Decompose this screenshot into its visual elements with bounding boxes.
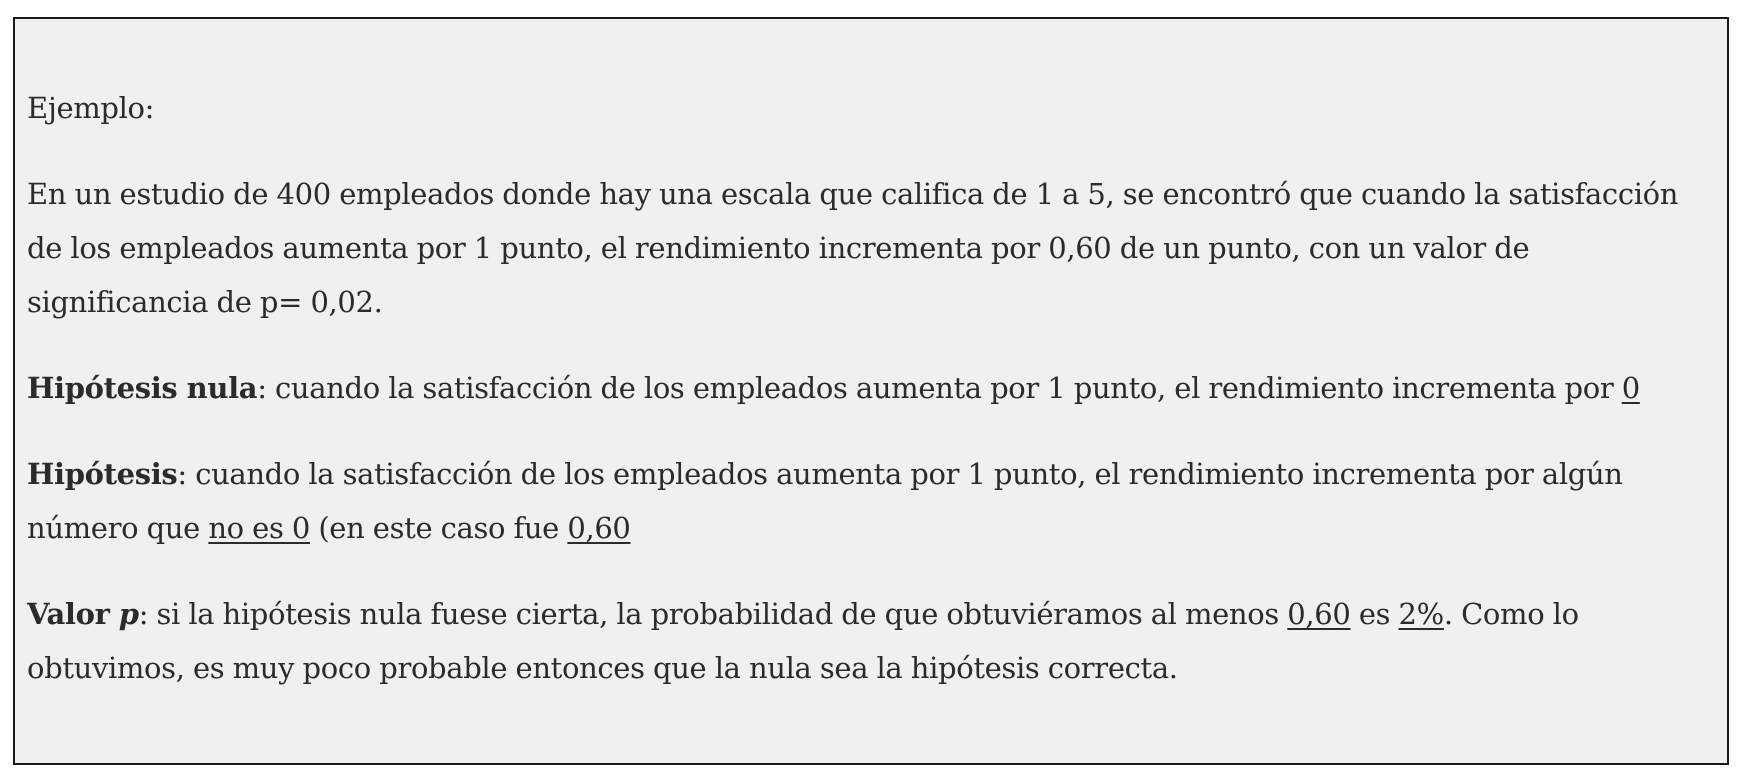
example-intro: En un estudio de 400 empleados donde hay una escala que califica de 1 a 5, se encontró que cuando la satisfacción de los empleados aumenta por 1 punto, el rendimiento incrementa por 0,60 de un punto, con un valor de significancia de p= 0,02.: [27, 177, 1679, 319]
example-box: [13, 17, 1729, 765]
hypothesis-value: 0,60: [567, 511, 631, 545]
p-value-paragraph: [27, 587, 1715, 695]
null-hypothesis-paragraph: [27, 361, 1715, 415]
hypothesis-middle: (en este caso fue: [309, 511, 568, 545]
p-value-text-1: : si la hipótesis nula fuese cierta, la probabilidad de que obtuviéramos al menos: [138, 597, 1288, 631]
p-value-label-italic: p: [118, 597, 139, 631]
hypothesis-label: Hipótesis: [27, 457, 178, 491]
p-value-label-prefix: Valor: [27, 597, 119, 631]
hypothesis-paragraph: [27, 447, 1715, 555]
p-value-underlined-2: 2%: [1398, 597, 1444, 631]
null-hypothesis-text: : cuando la satisfacción de los empleados aumenta por 1 punto, el rendimiento incrementa por: [257, 371, 1622, 405]
hypothesis-not-zero: no es 0: [208, 511, 310, 545]
p-value-underlined-1: 0,60: [1287, 597, 1351, 631]
example-heading: Ejemplo:: [27, 91, 155, 125]
null-hypothesis-value: 0: [1621, 371, 1640, 405]
p-value-text-2: es: [1350, 597, 1399, 631]
p-value-text-3: . Como lo obtuvimos, es muy poco probable entonces que la nula sea la hipótesis correcta.: [27, 597, 1579, 685]
p-value-label: [27, 597, 139, 631]
hypothesis-text: : cuando la satisfacción de los empleados aumenta por 1 punto, el rendimiento incrementa por algún número que: [27, 457, 1623, 545]
null-hypothesis-label: Hipótesis nula: [27, 371, 258, 405]
